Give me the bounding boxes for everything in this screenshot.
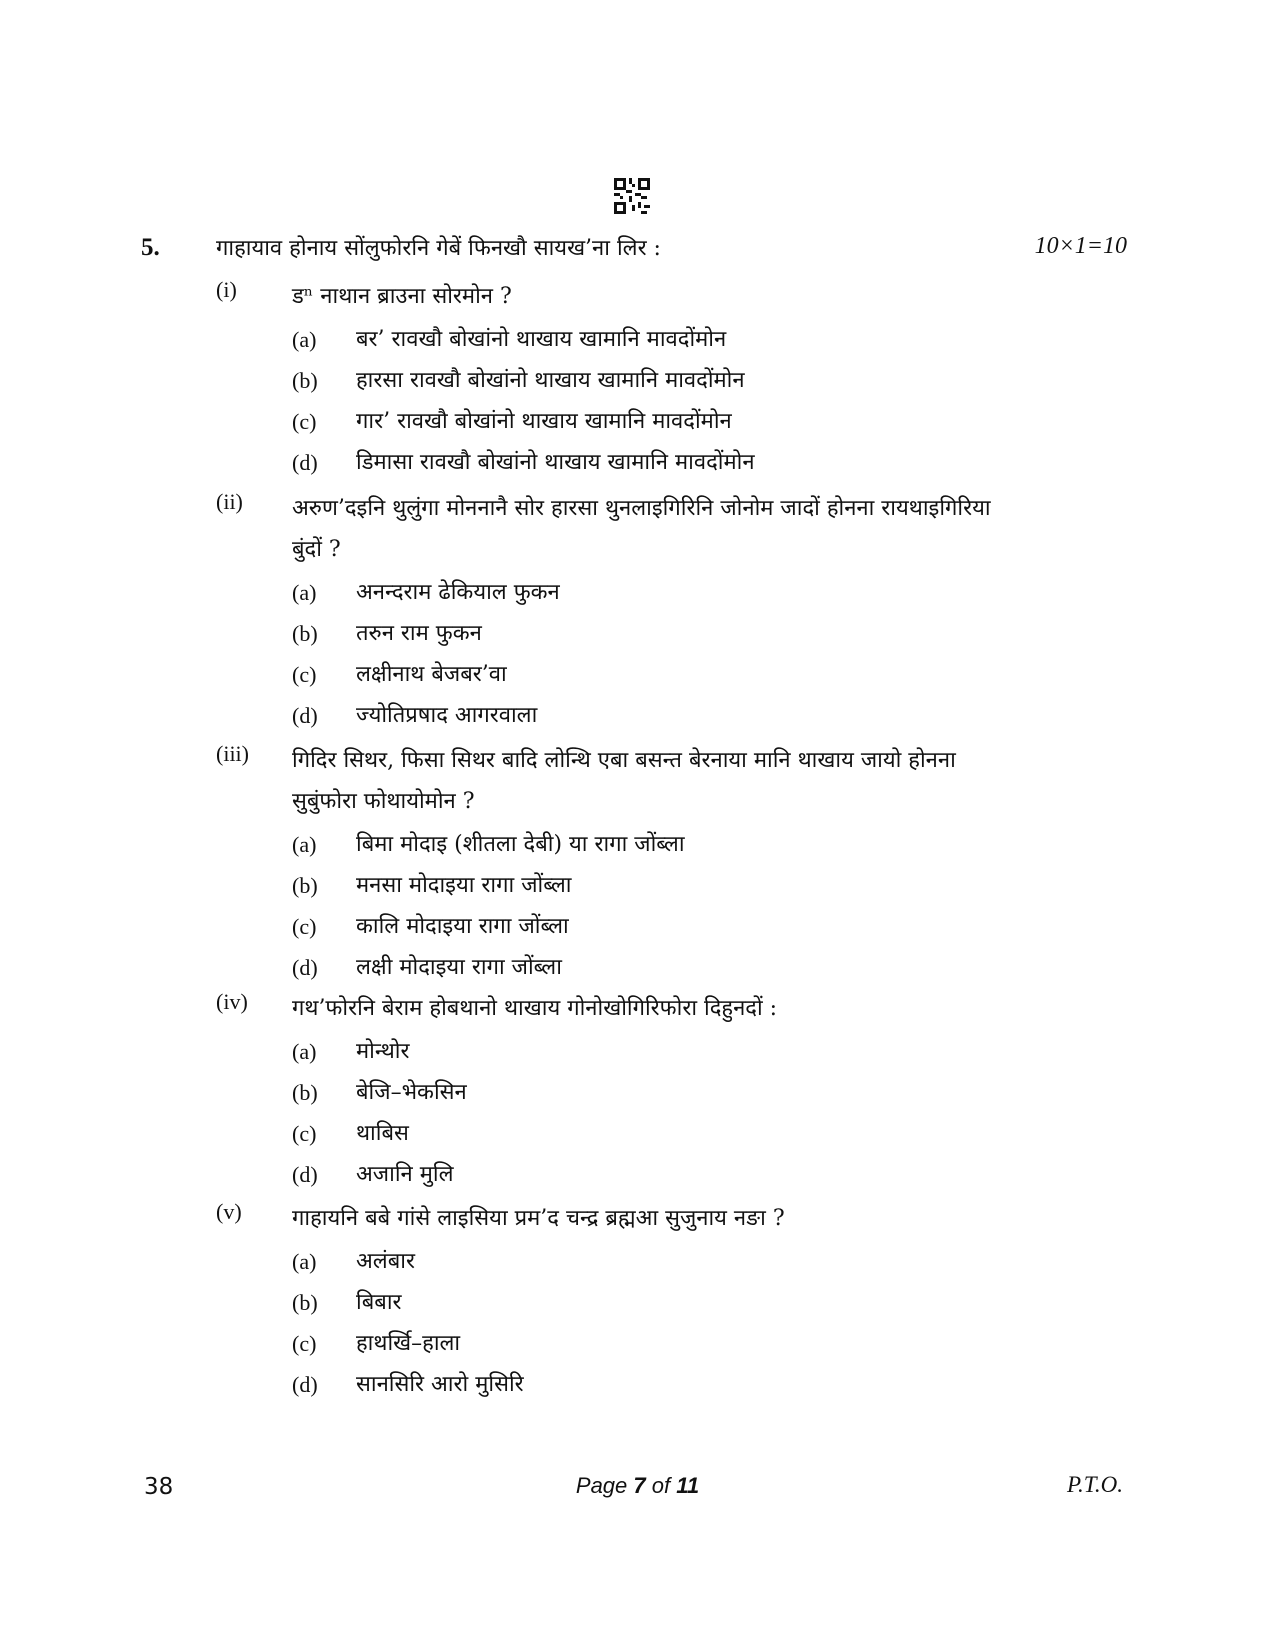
subquestion-number: (i) [216,277,237,302]
option-c [292,906,1076,947]
option-text: लक्षीनाथ बेजबर’वा [356,662,507,687]
subquestion-text-line: गाहायनि बबे गांसे लाइसिया प्रम’द चन्द्र ब्रह्मआ सुजुनाय नङा ? [292,1206,785,1231]
option-c [292,401,1076,442]
pto-label: P.T.O. [1066,1472,1123,1497]
option-text: अनन्दराम ढेकियाल फुकन [356,580,560,605]
subquestion-text [292,276,1076,317]
subquestion-text [292,1198,1076,1239]
option-c [292,1113,1076,1154]
option-d [292,1364,1076,1405]
option-label: (b) [292,368,318,393]
option-c [292,654,1076,695]
option-a [292,319,1076,360]
subquestion-number: (iv) [216,989,248,1014]
question-instruction: गाहायाव होनाय सोंलुफोरनि गेबें फिनखौ सायख’ना लिर : [216,236,661,261]
option-label: (b) [292,1290,318,1315]
option-a [292,824,1076,865]
option-text: सानसिरि आरो मुसिरि [356,1372,524,1397]
option-label: (d) [292,703,318,728]
option-text: मनसा मोदाइया रागा जोंब्ला [356,873,572,898]
option-text: बर’ रावखौ बोखांनो थाखाय खामानि मावदोंमोन [356,327,727,352]
subquestion-i [216,276,1076,483]
option-b [292,1072,1076,1113]
option-label: (b) [292,873,318,898]
option-label: (d) [292,955,318,980]
page-total: 11 [676,1473,700,1498]
subquestion-ii [216,488,1076,736]
subquestion-text [292,988,1076,1029]
option-a [292,1241,1076,1282]
option-b [292,865,1076,906]
option-label: (b) [292,621,318,646]
option-text: ज्योतिप्रषाद आगरवाला [356,703,538,728]
options-list [292,824,1076,988]
option-text: बिबार [356,1290,402,1315]
options-list [292,319,1076,483]
option-text: अलंबार [356,1249,415,1274]
option-b [292,360,1076,401]
option-text: मोन्थोर [356,1039,410,1064]
option-text: लक्षी मोदाइया रागा जोंब्ला [356,955,562,980]
option-label: (a) [292,1039,317,1064]
subquestion-text-line: बुंदों ? [292,537,341,562]
option-label: (a) [292,1249,317,1274]
option-label: (c) [292,409,317,434]
subquestion-iii [216,740,1076,988]
option-text: बिमा मोदाइ (शीतला देबी) या रागा जोंब्ला [356,832,685,857]
option-text: कालि मोदाइया रागा जोंब्ला [356,914,569,939]
subquestion-number: (iii) [216,741,249,766]
option-b [292,1282,1076,1323]
subquestion-text [292,488,1076,570]
option-label: (d) [292,450,318,475]
option-text: हारसा रावखौ बोखांनो थाखाय खामानि मावदोंमोन [356,368,745,393]
option-label: (c) [292,662,317,687]
paper-code: 38 [144,1474,174,1500]
qr-code-icon [614,178,650,214]
option-label: (d) [292,1372,318,1397]
subquestion-text-line: डⁿ नाथान ब्राउना सोरमोन ? [292,284,512,309]
option-text: थाबिस [356,1121,409,1146]
option-label: (d) [292,1162,318,1187]
option-d [292,947,1076,988]
subquestion-text-line: अरुण’दइनि थुलुंगा मोननानै सोर हारसा थुनलाइगिरिनि जोनोम जादों होनना रायथाइगिरिया [292,496,991,521]
subquestion-text-line: गथ’फोरनि बेराम होबथानो थाखाय गोनोखोगिरिफोरा दिहुनदों : [292,996,778,1021]
option-text: डिमासा रावखौ बोखांनो थाखाय खामानि मावदोंमोन [356,450,755,475]
option-d [292,1154,1076,1195]
option-b [292,613,1076,654]
option-label: (a) [292,832,317,857]
option-label: (b) [292,1080,318,1105]
options-list [292,572,1076,736]
page-of: of [651,1473,671,1498]
question-marks: 10×1=10 [1034,233,1127,259]
subquestion-iv [216,988,1076,1195]
option-d [292,442,1076,483]
option-label: (c) [292,1121,317,1146]
option-text: तरुन राम फुकन [356,621,482,646]
option-c [292,1323,1076,1364]
subquestion-text-line: सुबुंफोरा फोथायोमोन ? [292,789,475,814]
option-label: (c) [292,914,317,939]
option-label: (a) [292,327,317,352]
option-text: हाथर्खि–हाला [356,1331,461,1356]
option-label: (c) [292,1331,317,1356]
option-a [292,1031,1076,1072]
question-number: 5. [141,234,160,261]
page-prefix: Page [575,1473,628,1498]
option-label: (a) [292,580,317,605]
subquestion-text [292,740,1076,822]
option-text: गार’ रावखौ बोखांनो थाखाय खामानि मावदोंमोन [356,409,732,434]
option-text: अजानि मुलि [356,1162,454,1187]
option-a [292,572,1076,613]
page-current: 7 [633,1473,646,1498]
subquestion-v [216,1198,1076,1405]
subquestion-number: (v) [216,1199,242,1224]
subquestion-number: (ii) [216,489,243,514]
option-d [292,695,1076,736]
option-text: बेजि–भेकसिन [356,1080,467,1105]
options-list [292,1241,1076,1405]
subquestion-text-line: गिदिर सिथर, फिसा सिथर बादि लोन्थि एबा बसन्त बेरनाया मानि थाखाय जायो होनना [292,748,956,773]
options-list [292,1031,1076,1195]
